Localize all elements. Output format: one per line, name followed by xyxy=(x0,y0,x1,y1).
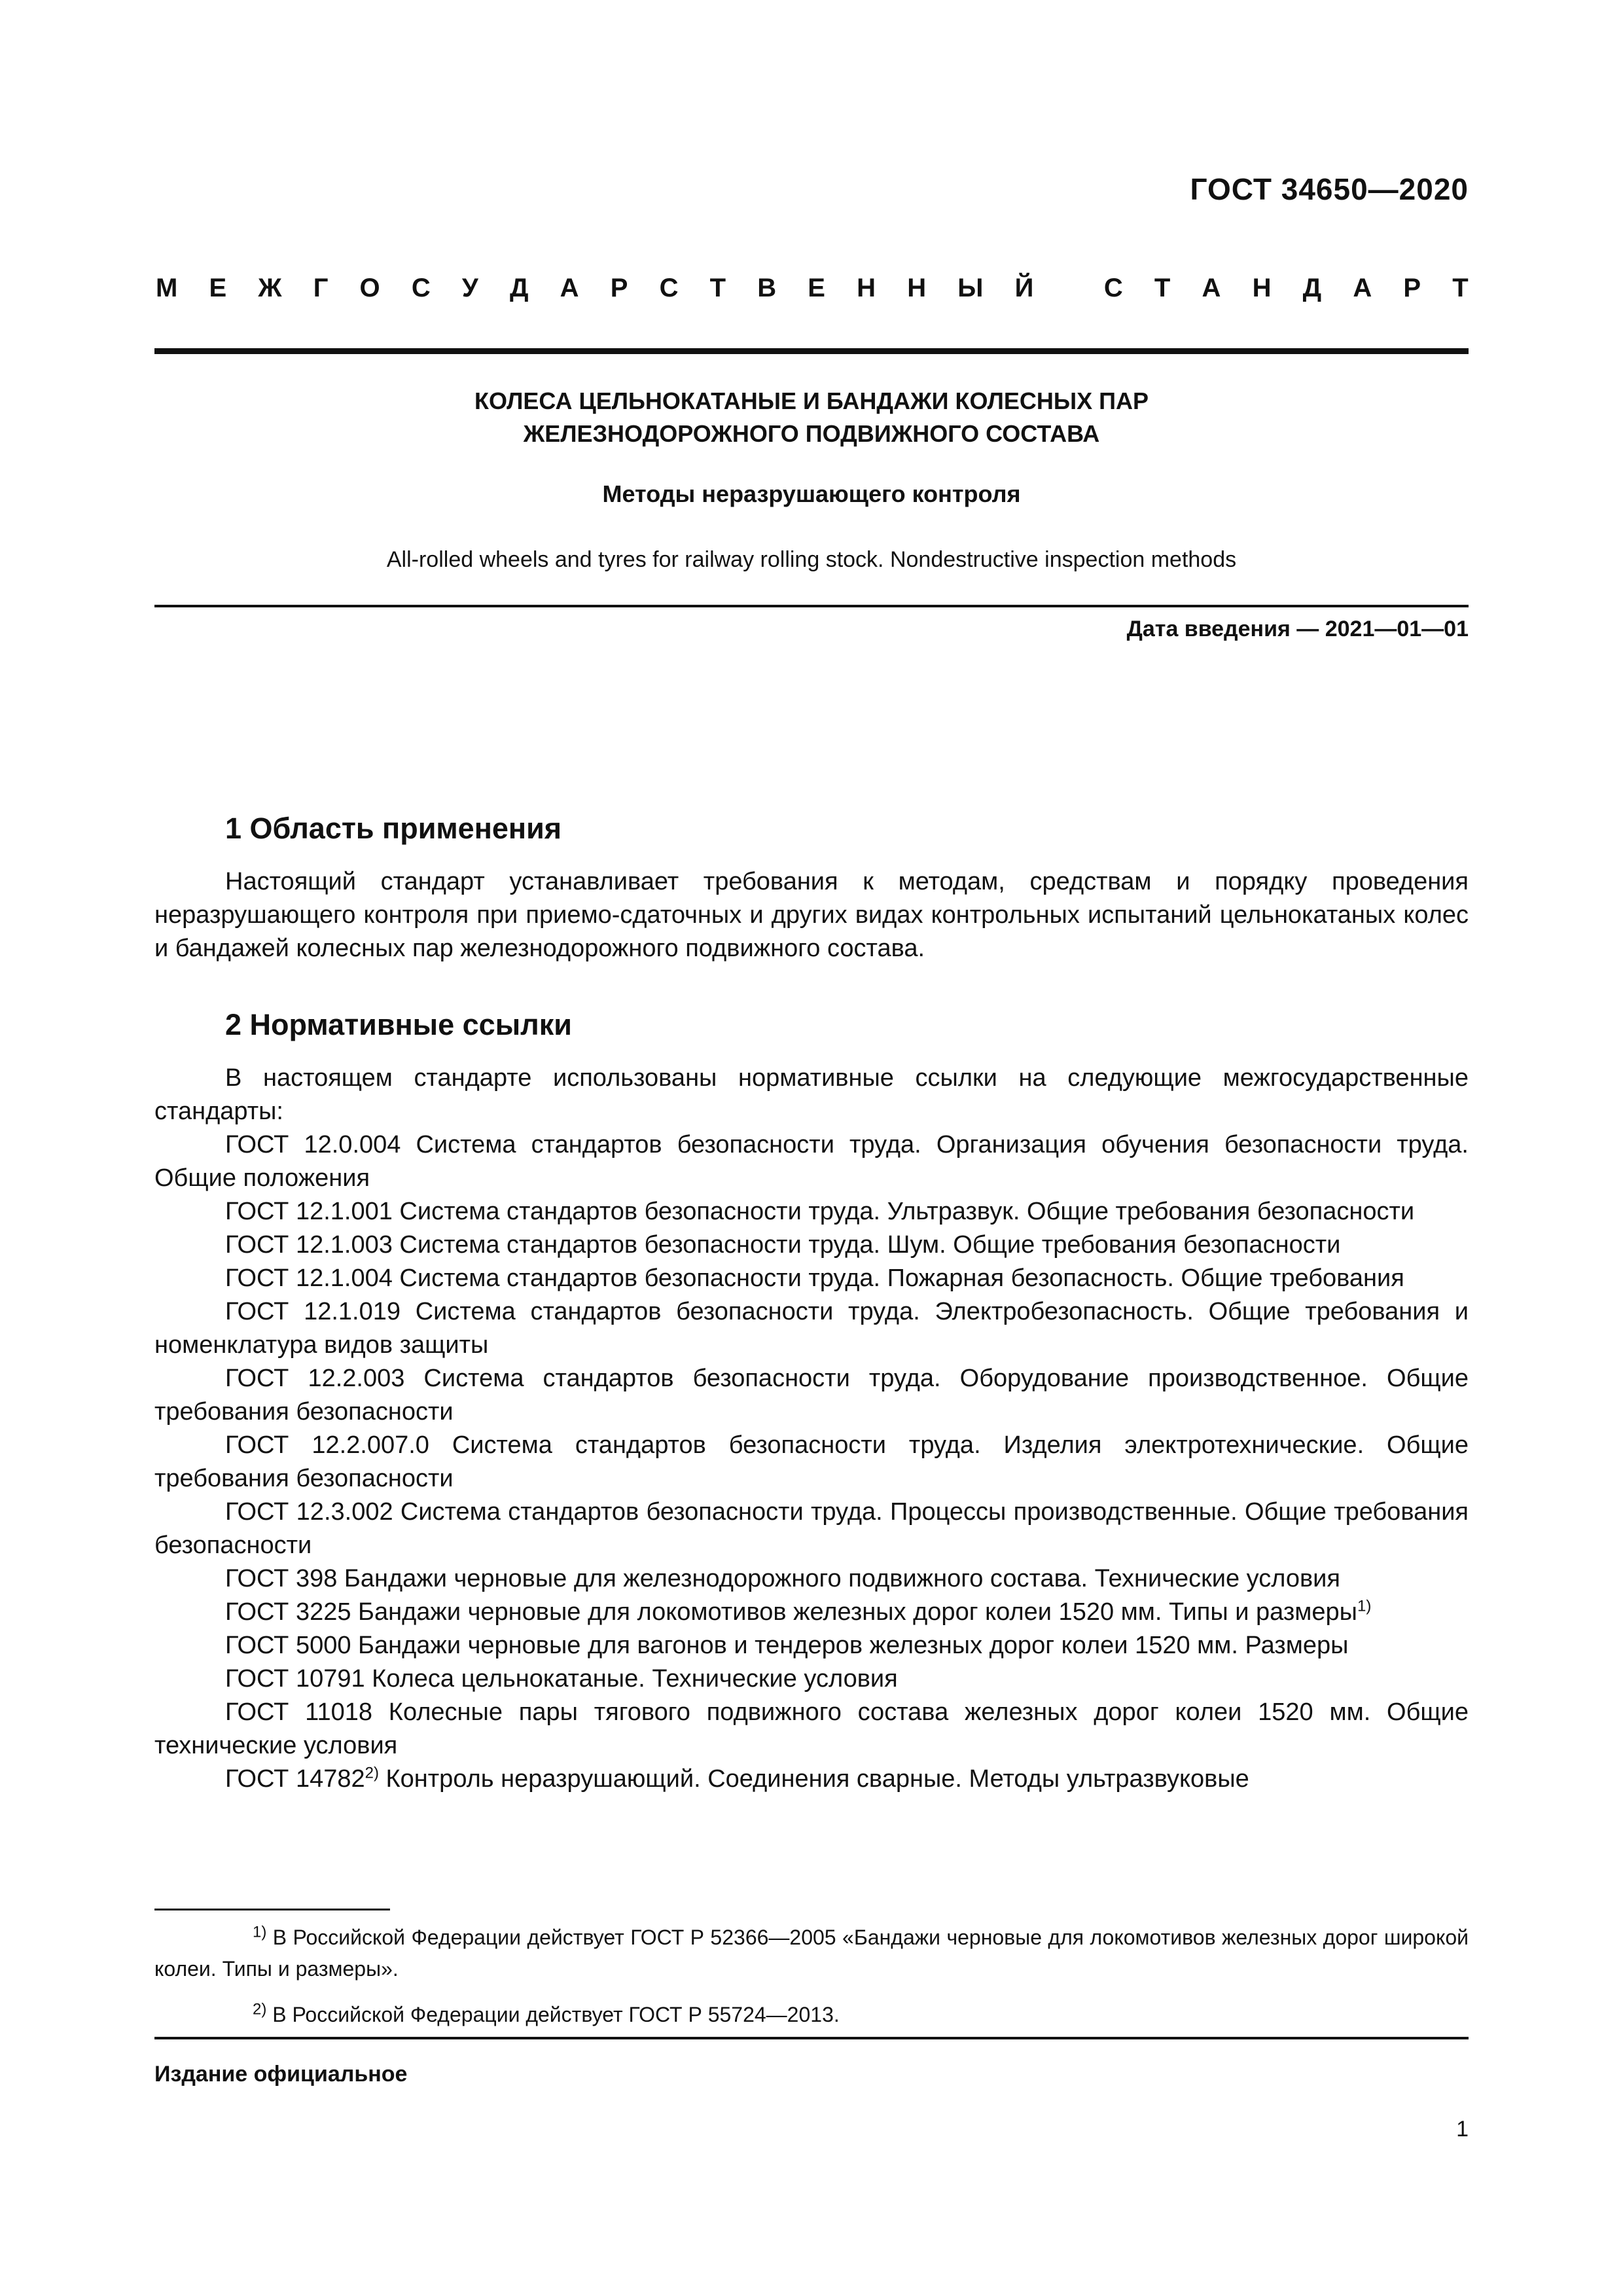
banner-letter: А xyxy=(1202,274,1221,302)
footnote-divider xyxy=(154,1909,390,1910)
footnotes xyxy=(154,1922,1469,2045)
footer-divider xyxy=(154,2037,1469,2039)
banner-letter: С xyxy=(411,274,431,302)
banner-letter: Н xyxy=(907,274,927,302)
title-line-1: КОЛЕСА ЦЕЛЬНОКАТАНЫЕ И БАНДАЖИ КОЛЕСНЫХ ПАР xyxy=(474,387,1149,414)
english-title: All-rolled wheels and tyres for railway rolling stock. Nondestructive inspection methods xyxy=(386,547,1237,572)
section-2-body xyxy=(154,1062,1469,1796)
interstate-standard-banner xyxy=(156,274,1469,303)
reference-item: ГОСТ 12.2.003 Система стандартов безопасности труда. Оборудование производственное. Общие требования безопасности xyxy=(154,1365,1469,1426)
reference-item: ГОСТ 10791 Колеса цельнокатаные. Технические условия xyxy=(225,1665,898,1693)
reference-item: ГОСТ 5000 Бандажи черновые для вагонов и тендеров железных дорог колеи 1520 мм. Размеры xyxy=(225,1632,1349,1659)
reference-item-3225 xyxy=(154,1596,1469,1629)
header-divider-thick xyxy=(154,348,1469,354)
banner-letter: У xyxy=(461,274,478,302)
footnote-marker-2[interactable]: 2) xyxy=(365,1764,379,1782)
reference-item: ГОСТ 12.2.007.0 Система стандартов безопасности труда. Изделия электротехнические. Общие требования безопасности xyxy=(154,1431,1469,1492)
footnote-1-text: В Российской Федерации действует ГОСТ Р 52366—2005 «Бандажи черновые для локомотивов железных дорог широкой колеи. Типы и размеры». xyxy=(154,1926,1469,1981)
banner-letter: А xyxy=(560,274,579,302)
footnote-2-mark: 2) xyxy=(253,2000,267,2018)
reference-item: ГОСТ 12.1.001 Система стандартов безопасности труда. Ультразвук. Общие требования безопасности xyxy=(225,1198,1415,1225)
banner-letter: Т xyxy=(1154,274,1171,302)
reference-item-14782 xyxy=(154,1763,1469,1796)
reference-text: ГОСТ 3225 Бандажи черновые для локомотивов железных дорог колеи 1520 мм. Типы и размеры xyxy=(225,1598,1357,1626)
document-number: ГОСТ 34650—2020 xyxy=(1190,172,1469,206)
reference-item: ГОСТ 12.1.003 Система стандартов безопасности труда. Шум. Общие требования безопасности xyxy=(225,1231,1341,1259)
banner-letter: Е xyxy=(209,274,227,302)
title-line-2: ЖЕЛЕЗНОДОРОЖНОГО ПОДВИЖНОГО СОСТАВА xyxy=(523,420,1100,447)
banner-letter: О xyxy=(359,274,380,302)
footnote-2-text: В Российской Федерации действует ГОСТ Р 55724—2013. xyxy=(266,2003,840,2026)
banner-letter: С xyxy=(659,274,679,302)
section-1-paragraph: Настоящий стандарт устанавливает требования к методам, средствам и порядку проведения неразрушающего контроля при приемо-сдаточных и других видах контрольных испытаний цельнокатаных колес и бандажей колесных пар железнодорожного подвижного состава. xyxy=(154,868,1469,962)
banner-letter: Н xyxy=(857,274,876,302)
banner-letter: Ж xyxy=(258,274,282,302)
banner-letter: Н xyxy=(1252,274,1272,302)
banner-letter: Т xyxy=(709,274,726,302)
reference-item: ГОСТ 11018 Колесные пары тягового подвижного состава железных дорог колеи 1520 мм. Общие технические условия xyxy=(154,1698,1469,1759)
banner-letter: А xyxy=(1353,274,1372,302)
reference-item: ГОСТ 12.1.019 Система стандартов безопасности труда. Электробезопасность. Общие требования и номенклатура видов защиты xyxy=(154,1298,1469,1359)
banner-letter: М xyxy=(156,274,178,302)
section-1-heading: 1 Область применения xyxy=(225,812,562,845)
reference-code: ГОСТ 14782 xyxy=(225,1765,365,1793)
banner-gap xyxy=(1065,274,1073,303)
official-edition-label: Издание официальное xyxy=(154,2062,408,2087)
reference-item: ГОСТ 398 Бандажи черновые для железнодорожного подвижного состава. Технические условия xyxy=(225,1565,1340,1592)
footnote-1-mark: 1) xyxy=(253,1923,267,1941)
title-divider xyxy=(154,605,1469,607)
footnote-2 xyxy=(154,1999,1469,2030)
document-subtitle: Методы неразрушающего контроля xyxy=(602,480,1021,507)
banner-letter: Р xyxy=(610,274,628,302)
section-1-body xyxy=(154,865,1469,965)
reference-item: ГОСТ 12.3.002 Система стандартов безопасности труда. Процессы производственные. Общие требования безопасности xyxy=(154,1498,1469,1559)
banner-letter: Е xyxy=(808,274,825,302)
banner-letter: Д xyxy=(509,274,529,302)
banner-letter: Р xyxy=(1403,274,1421,302)
document-title xyxy=(154,385,1469,450)
banner-letter: Й xyxy=(1014,274,1034,302)
page-number: 1 xyxy=(1456,2117,1469,2142)
banner-letter: В xyxy=(757,274,777,302)
banner-letter: Д xyxy=(1302,274,1322,302)
banner-letter: Ы xyxy=(957,274,984,302)
banner-letter: С xyxy=(1103,274,1123,302)
section-2-heading: 2 Нормативные ссылки xyxy=(225,1008,572,1041)
footnote-marker-1[interactable]: 1) xyxy=(1357,1597,1372,1615)
section-2-intro: В настоящем стандарте использованы нормативные ссылки на следующие межгосударственные стандарты: xyxy=(154,1064,1469,1125)
reference-item: ГОСТ 12.0.004 Система стандартов безопасности труда. Организация обучения безопасности труда. Общие положения xyxy=(154,1131,1469,1192)
banner-letter: Г xyxy=(313,274,329,302)
introduction-date: Дата введения — 2021—01—01 xyxy=(1126,617,1469,641)
footnote-1 xyxy=(154,1922,1469,1984)
reference-text: Контроль неразрушающий. Соединения сварные. Методы ультразвуковые xyxy=(378,1765,1249,1793)
reference-item: ГОСТ 12.1.004 Система стандартов безопасности труда. Пожарная безопасность. Общие требования xyxy=(225,1265,1404,1292)
banner-letter: Т xyxy=(1452,274,1469,302)
